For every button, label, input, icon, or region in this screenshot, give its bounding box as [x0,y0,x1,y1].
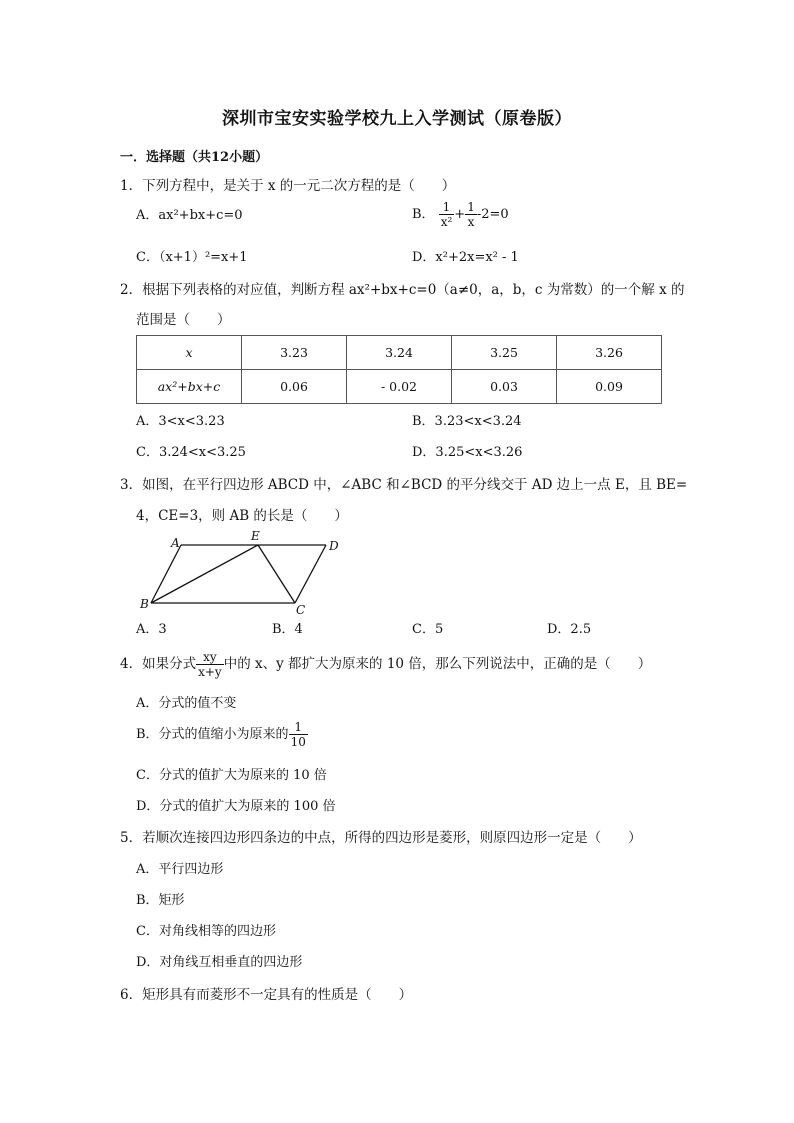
q4-frac-num: xy [196,650,224,665]
q5-option-d: D．对角线互相垂直的四边形 [136,955,303,970]
table-cell: - 0.02 [347,370,452,404]
q4-option-c: C．分式的值扩大为原来的 10 倍 [136,768,327,783]
table-cell: 3.23 [242,336,347,370]
table-cell: 0.06 [242,370,347,404]
q4-stem [120,650,651,679]
q1-option-b [412,200,509,229]
label-b: B [140,597,149,611]
segment-ce [258,545,295,603]
table-cell: 3.24 [347,336,452,370]
q3-option-b: B．4 [272,622,303,637]
label-d: D [329,539,339,553]
q5-option-a: A．平行四边形 [136,862,224,877]
q1-b-frac2-num: 1 [467,200,475,214]
q3-parallelogram-figure [130,528,360,618]
q5-stem: 5．若顺次连接四边形四条边的中点，所得的四边形是菱形，则原四边形一定是（ ） [120,830,642,846]
table-row [137,336,662,370]
page-title: 深圳市宝安实验学校九上入学测试（原卷版） [222,109,572,129]
q1-option-b-plus: + [454,207,466,222]
q1-b-frac1-den: x² [440,215,453,229]
q2-option-c: C．3.24<x<3.25 [136,445,246,460]
label-e: E [251,529,260,543]
label-c: C [296,603,306,617]
q4-option-b-prefix: B．分式的值缩小为原来的 [136,727,289,742]
q1-stem: 1．下列方程中，是关于 x 的一元二次方程的是（ ） [120,178,456,194]
q4-option-b-fraction [289,720,308,749]
table-cell: 0.03 [452,370,557,404]
q6-stem: 6．矩形具有而菱形不一定具有的性质是（ ） [120,987,413,1003]
q4-b-frac-num: 1 [289,720,308,735]
q5-option-c: C．对角线相等的四边形 [136,924,276,939]
q3-stem-line2: 4，CE=3，则 AB 的长是（ ） [136,508,348,524]
q1-option-b-tail: -2=0 [476,207,509,222]
q5-option-b: B．矩形 [136,893,185,908]
q1-option-c: C．（x+1）²=x+1 [136,250,248,265]
q2-value-table [136,335,662,404]
q3-option-d: D．2.5 [547,622,592,637]
q1-option-b-fraction-1 [439,200,455,229]
q4-fraction [196,650,224,679]
table-cell: x [137,336,242,370]
q2-stem-line1: 2．根据下列表格的对应值，判断方程 ax²+bx+c=0（a≠0，a，b，c 为常数）的一个解 x 的 [120,282,685,298]
q4-stem-prefix: 4．如果分式 [120,656,197,672]
q4-b-frac-den: 10 [290,735,306,749]
q4-option-b [136,720,308,749]
q2-stem-line2: 范围是（ ） [136,312,231,328]
q4-frac-den: x+y [198,665,222,679]
q1-b-frac2-den: x [467,215,475,229]
q3-option-c: C．5 [412,622,444,637]
table-cell: 3.25 [452,336,557,370]
segment-dc [295,545,326,603]
table-row [137,370,662,404]
q2-option-a: A．3<x<3.23 [136,414,225,429]
segment-be [151,545,258,603]
q1-option-a: A．ax²+bx+c=0 [136,208,243,223]
table-cell: ax²+bx+c [137,370,242,404]
q1-b-frac1-num: 1 [439,200,455,215]
q4-option-d: D．分式的值扩大为原来的 100 倍 [136,799,336,814]
q1-option-d: D．x²+2x=x² - 1 [412,250,519,265]
q2-option-d: D．3.25<x<3.26 [412,445,523,460]
q1-option-b-prefix: B． [412,207,435,222]
table-cell: 0.09 [557,370,662,404]
q2-option-b: B．3.23<x<3.24 [412,414,522,429]
q4-option-a: A．分式的值不变 [136,696,237,711]
q3-option-a: A．3 [136,622,167,637]
q4-stem-suffix: 中的 x、y 都扩大为原来的 10 倍，那么下列说法中，正确的是（ ） [223,656,652,672]
table-cell: 3.26 [557,336,662,370]
q3-stem-line1: 3．如图，在平行四边形 ABCD 中，∠ABC 和∠BCD 的平分线交于 AD 边上一点 E，且 BE= [120,477,688,493]
label-a: A [171,536,180,550]
section-heading: 一．选择题（共12小题） [120,150,269,165]
q1-option-b-fraction-2 [465,200,477,229]
